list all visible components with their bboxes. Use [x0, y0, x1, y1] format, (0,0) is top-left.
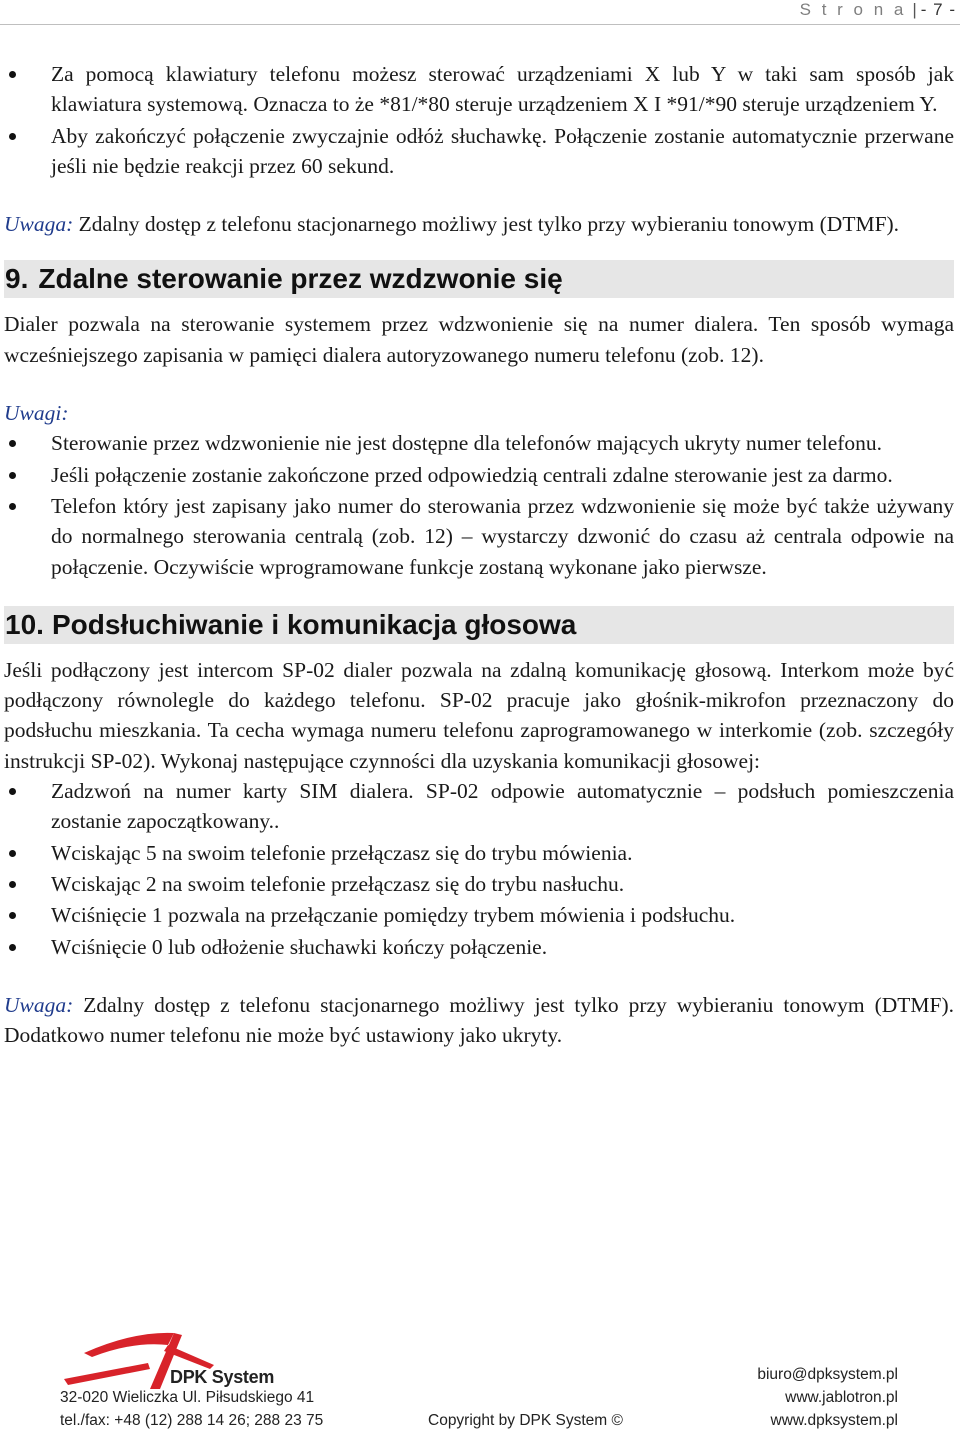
note-dtmf-hidden — [4, 990, 954, 1051]
footer-web-dpk[interactable]: www.dpksystem.pl — [770, 1412, 898, 1429]
list-item: Wciśnięcie 1 pozwala na przełączanie pomiędzy trybem mówienia i podsłuchu. — [4, 900, 954, 930]
note-label: Uwaga: — [4, 992, 74, 1017]
bullet-list-2 — [4, 428, 954, 581]
list-item: Aby zakończyć połączenie zwyczajnie odłóż słuchawkę. Połączenie zostanie automatycznie przerwane jeśli nie będzie reakcji przez 60 sekund. — [4, 121, 954, 182]
note-dtmf — [4, 209, 954, 239]
strona-label: S t r o n a — [799, 0, 907, 19]
page-footer — [0, 1318, 960, 1435]
list-item: Wciskając 2 na swoim telefonie przełączasz się do trybu nasłuchu. — [4, 869, 954, 899]
bullet-list-3 — [4, 776, 954, 962]
footer-copyright: Copyright by DPK System © — [428, 1412, 623, 1429]
document-body — [4, 40, 954, 1050]
note-label: Uwaga: — [4, 212, 74, 237]
section-9-heading — [4, 260, 954, 298]
logo-text: DPK System — [170, 1367, 275, 1387]
section-number: 10. — [5, 608, 44, 640]
section-title: Podsłuchiwanie i komunikacja głosowa — [52, 608, 577, 640]
page-num: - 7 - — [920, 0, 956, 19]
list-item: Za pomocą klawiatury telefonu możesz sterować urządzeniami X lub Y w taki sam sposób jak klawiatura systemową. Oznacza to że *81/*80 steruje urządzeniem X I *91/*90 steruje urządzeniem Y. — [4, 59, 954, 120]
list-item: Telefon który jest zapisany jako numer do sterowania przez wdzwonienie się może być także używany do normalnego sterowania centralą (zob. 12) – wystarczy dzwonić do czasu aż centrala odpowie na połączenie. Oczywiście wprogramowane funkcje zostaną wykonane jako pierwsze. — [4, 491, 954, 582]
notes-label: Uwagi: — [4, 401, 69, 426]
section-10-heading — [4, 606, 954, 644]
section-10-paragraph: Jeśli podłączony jest intercom SP-02 dialer pozwala na zdalną komunikację głosową. Interkom może być podłączony równolegle do każdego telefonu. SP-02 pracuje jako głośnik-mikrofon przeznaczony do podsłuchu mieszkania. Ta cecha wymaga numeru telefonu zaprogramowanego w interkomie (zob. szczegóły instrukcji SP-02). Wykonaj następujące czynności dla uzyskania komunikacji głosowej: — [4, 657, 954, 773]
footer-phone: tel./fax: +48 (12) 288 14 26; 288 23 75 — [60, 1412, 324, 1429]
section-9-paragraph: Dialer pozwala na sterowanie systemem przez wdzwonienie się na numer dialera. Ten sposób wymaga wcześniejszego zapisania w pamięci dialera autoryzowanego numeru telefonu (zob. 12). — [4, 312, 954, 367]
list-item: Wciśnięcie 0 lub odłożenie słuchawki kończy połączenie. — [4, 932, 954, 962]
list-item: Jeśli połączenie zostanie zakończone przed odpowiedzią centrali zdalne sterowanie jest za darmo. — [4, 460, 954, 490]
page-number: S t r o n a | - 7 - — [799, 0, 956, 19]
section-title: Zdalne sterowanie przez wzdzwonie się — [38, 263, 563, 295]
section-number: 9. — [5, 263, 29, 295]
list-item: Sterowanie przez wdzwonienie nie jest dostępne dla telefonów mających ukryty numer telefonu. — [4, 428, 954, 458]
note-text: Zdalny dostęp z telefonu stacjonarnego możliwy jest tylko przy wybieraniu tonowym (DTMF). — [73, 212, 900, 237]
footer-web-jablotron[interactable]: www.jablotron.pl — [785, 1389, 898, 1406]
dpk-logo — [64, 1323, 284, 1395]
footer-email[interactable]: biuro@dpksystem.pl — [757, 1366, 898, 1383]
bullet-list-1 — [4, 59, 954, 181]
note-text: Zdalny dostęp z telefonu stacjonarnego możliwy jest tylko przy wybieraniu tonowym (DTMF). Dodatkowo numer telefonu nie może być ustawiony jako ukryty. — [4, 992, 954, 1048]
list-item: Zadzwoń na numer karty SIM dialera. SP-02 odpowie automatycznie – podsłuch pomieszczenia zostanie zapoczątkowany.. — [4, 776, 954, 837]
page-header — [0, 0, 960, 25]
list-item: Wciskając 5 na swoim telefonie przełączasz się do trybu mówienia. — [4, 838, 954, 868]
footer-address: 32-020 Wieliczka Ul. Piłsudskiego 41 — [60, 1389, 315, 1406]
